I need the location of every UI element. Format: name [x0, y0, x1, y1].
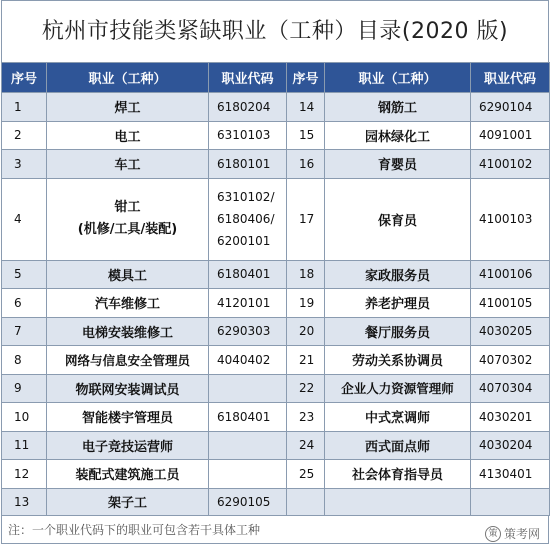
cell-name: 模具工	[47, 260, 209, 289]
cell-code: 4030205	[471, 317, 550, 346]
cell-no: 17	[287, 178, 325, 260]
cell-name: 汽车维修工	[47, 289, 209, 318]
cell-code: 4070304	[471, 374, 550, 403]
cell-code: 4030201	[471, 403, 550, 432]
cell-code: 4091001	[471, 121, 550, 150]
cell-name: 劳动关系协调员	[325, 346, 471, 375]
cell-no: 5	[2, 260, 47, 289]
table-row	[2, 150, 550, 179]
cell-code: 6290303	[209, 317, 287, 346]
cell-code	[209, 178, 287, 260]
cell-name: 企业人力资源管理师	[325, 374, 471, 403]
cell-name: 西式面点师	[325, 431, 471, 460]
cell-no: 22	[287, 374, 325, 403]
cell-no: 13	[2, 488, 47, 515]
cell-no: 25	[287, 460, 325, 489]
cell-no: 18	[287, 260, 325, 289]
cell-name: 焊工	[47, 93, 209, 122]
cell-code-line: 6310102/	[217, 190, 275, 204]
cell-code-line: 6180406/	[217, 212, 275, 226]
cell-no: 23	[287, 403, 325, 432]
page-title: 杭州市技能类紧缺职业（工种）目录(2020 版)	[1, 0, 549, 62]
cell-code: 6180401	[209, 403, 287, 432]
cell-code: 6310103	[209, 121, 287, 150]
cell-no: 10	[2, 403, 47, 432]
table-row	[2, 178, 550, 260]
table-row	[2, 317, 550, 346]
table-row	[2, 346, 550, 375]
cell-no: 9	[2, 374, 47, 403]
header-name: 职业（工种）	[325, 63, 471, 93]
cell-name: 保育员	[325, 178, 471, 260]
cell-no: 16	[287, 150, 325, 179]
cell-code	[209, 374, 287, 403]
cell-code-line: 6200101	[217, 234, 271, 248]
cell-name-line: 钳工	[114, 200, 141, 215]
header-no: 序号	[2, 63, 47, 93]
cell-no: 14	[287, 93, 325, 122]
cell-name-line: (机修/工具/装配)	[77, 222, 178, 237]
cell-code: 4130401	[471, 460, 550, 489]
table-row	[2, 289, 550, 318]
footnote	[1, 516, 549, 544]
cell-name: 家政服务员	[325, 260, 471, 289]
cell-code: 6290104	[471, 93, 550, 122]
cell-code: 6180401	[209, 260, 287, 289]
cell-name	[47, 178, 209, 260]
cell-code: 4100105	[471, 289, 550, 318]
cell-name: 车工	[47, 150, 209, 179]
cell-no: 1	[2, 93, 47, 122]
cell-name: 餐厅服务员	[325, 317, 471, 346]
cell-code: 4070302	[471, 346, 550, 375]
cell-code: 4100103	[471, 178, 550, 260]
table-row	[2, 374, 550, 403]
cell-name: 电梯安装维修工	[47, 317, 209, 346]
watermark	[485, 520, 540, 548]
cell-no: 12	[2, 460, 47, 489]
table-row	[2, 121, 550, 150]
cell-no: 20	[287, 317, 325, 346]
cell-no: 7	[2, 317, 47, 346]
table-row	[2, 403, 550, 432]
cell-no: 2	[2, 121, 47, 150]
cell-name: 育婴员	[325, 150, 471, 179]
cell-code: 4100102	[471, 150, 550, 179]
cell-code	[209, 460, 287, 489]
cell-no: 3	[2, 150, 47, 179]
cell-code: 6290105	[209, 488, 287, 515]
cell-name: 社会体育指导员	[325, 460, 471, 489]
cell-name: 智能楼宇管理员	[47, 403, 209, 432]
cell-code: 4030204	[471, 431, 550, 460]
table-row	[2, 431, 550, 460]
cell-no: 11	[2, 431, 47, 460]
table-row	[2, 260, 550, 289]
table-row	[2, 93, 550, 122]
cell-no: 21	[287, 346, 325, 375]
cell-code	[471, 488, 550, 515]
cell-name: 物联网安装调试员	[47, 374, 209, 403]
cell-name	[325, 488, 471, 515]
cell-name: 中式烹调师	[325, 403, 471, 432]
header-name: 职业（工种）	[47, 63, 209, 93]
watermark-text: 策考网	[503, 526, 540, 541]
cell-code: 6180101	[209, 150, 287, 179]
cell-code: 4120101	[209, 289, 287, 318]
cell-name: 电工	[47, 121, 209, 150]
cell-name: 园林绿化工	[325, 121, 471, 150]
header-code: 职业代码	[471, 63, 550, 93]
header-no: 序号	[287, 63, 325, 93]
cell-no: 24	[287, 431, 325, 460]
occupation-table	[1, 62, 550, 516]
cell-code	[209, 431, 287, 460]
cell-no	[287, 488, 325, 515]
cell-name: 网络与信息安全管理员	[47, 346, 209, 375]
cell-name: 钢筋工	[325, 93, 471, 122]
header-code: 职业代码	[209, 63, 287, 93]
table-header-row	[2, 63, 550, 93]
cell-no: 8	[2, 346, 47, 375]
cell-code: 4040402	[209, 346, 287, 375]
cell-no: 15	[287, 121, 325, 150]
cell-name: 架子工	[47, 488, 209, 515]
cell-code: 4100106	[471, 260, 550, 289]
table-row	[2, 488, 550, 515]
table-row	[2, 460, 550, 489]
cell-name: 养老护理员	[325, 289, 471, 318]
footnote-text: 注：一个职业代码下的职业可包含若干具体工种	[8, 522, 261, 537]
cell-code: 6180204	[209, 93, 287, 122]
logo-icon: 策	[485, 526, 501, 542]
cell-name: 装配式建筑施工员	[47, 460, 209, 489]
cell-name: 电子竞技运营师	[47, 431, 209, 460]
cell-no: 19	[287, 289, 325, 318]
cell-no: 4	[2, 178, 47, 260]
cell-no: 6	[2, 289, 47, 318]
